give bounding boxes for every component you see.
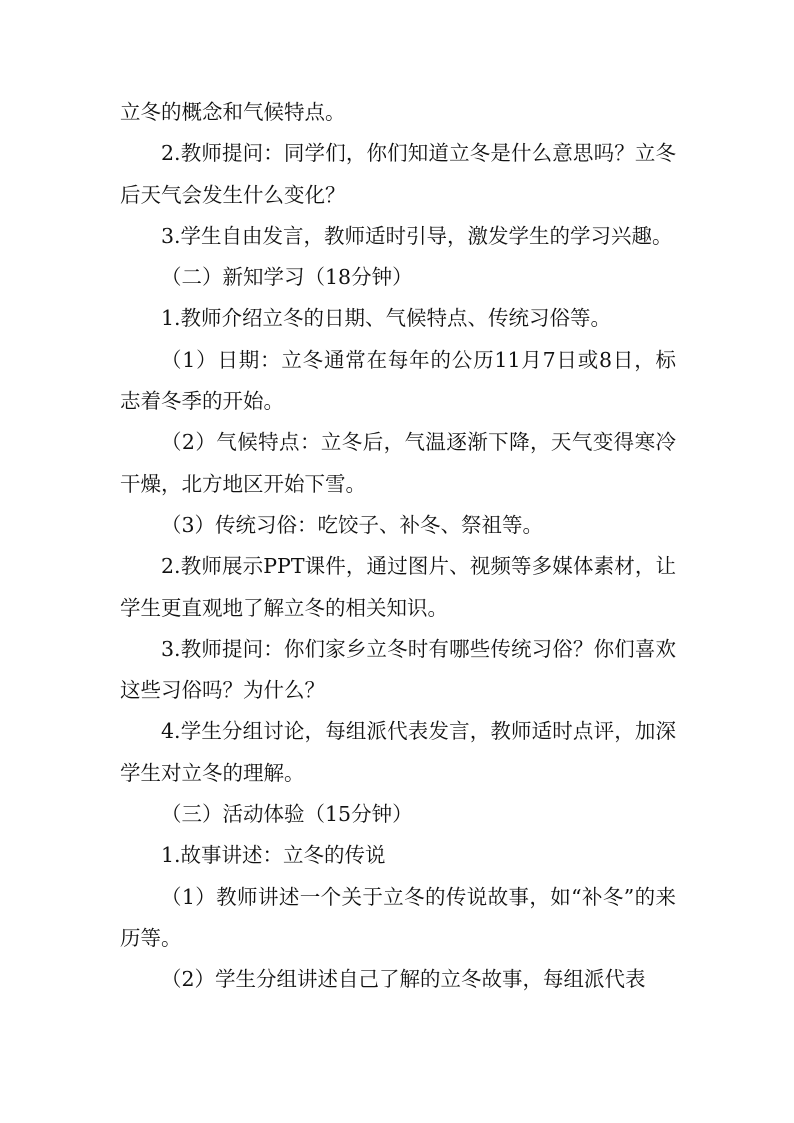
paragraph: 1.故事讲述：立冬的传说 xyxy=(161,843,386,868)
section-heading: （二）新知学习（18分钟） xyxy=(161,265,413,290)
paragraph: （1）教师讲述一个关于立冬的传说故事，如“补冬”的来历等。 xyxy=(120,884,676,950)
paragraph: （1）日期：立冬通常在每年的公历11月7日或8日，标志着冬季的开始。 xyxy=(120,347,676,414)
paragraph: （3）传统习俗：吃饺子、补冬、祭祖等。 xyxy=(161,512,544,537)
document-body xyxy=(120,92,676,1001)
paragraph: 立冬的概念和气候特点。 xyxy=(120,100,346,124)
paragraph: 2.教师展示PPT课件，通过图片、视频等多媒体素材，让学生更直观地了解立冬的相关知识。 xyxy=(120,554,676,620)
paragraph: 2.教师提问：同学们，你们知道立冬是什么意思吗？立冬后天气会发生什么变化？ xyxy=(120,141,676,207)
paragraph: 3.教师提问：你们家乡立冬时有哪些传统习俗？你们喜欢这些习俗吗？为什么？ xyxy=(120,636,676,703)
paragraph: 4.学生分组讨论，每组派代表发言，教师适时点评，加深学生对立冬的理解。 xyxy=(120,719,676,785)
paragraph: （2）学生分组讲述自己了解的立冬故事，每组派代表 xyxy=(161,967,646,992)
paragraph: 3.学生自由发言，教师适时引导，激发学生的学习兴趣。 xyxy=(161,223,673,248)
section-heading: （三）活动体验（15分钟） xyxy=(161,802,413,827)
paragraph: （2）气候特点：立冬后，气温逐渐下降，天气变得寒冷干燥，北方地区开始下雪。 xyxy=(120,430,676,496)
paragraph: 1.教师介绍立冬的日期、气候特点、传统习俗等。 xyxy=(161,306,612,331)
